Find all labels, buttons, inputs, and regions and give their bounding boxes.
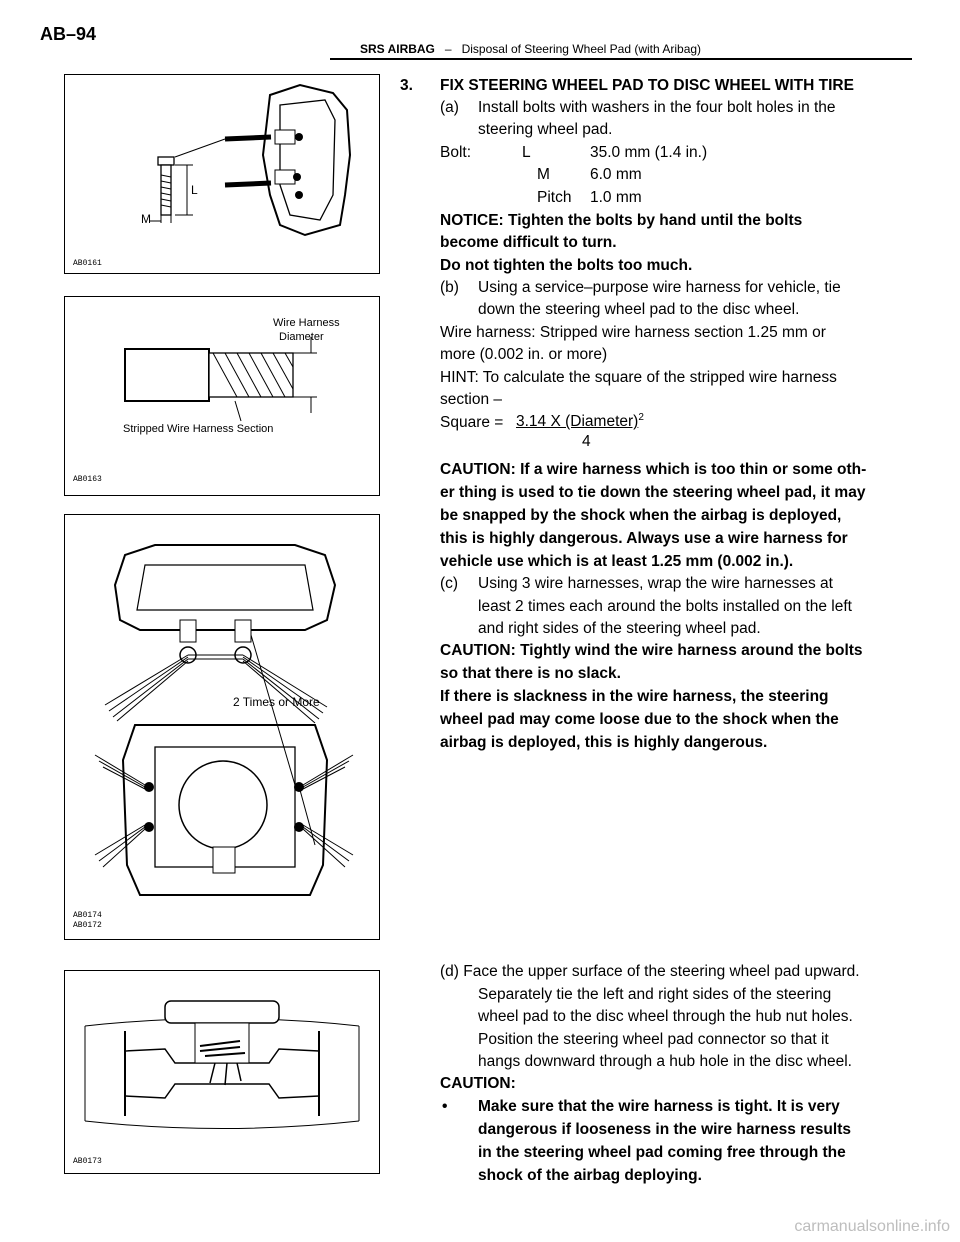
hint-line1: HINT: To calculate the square of the stripped wire harness xyxy=(440,369,837,386)
caution3-line2: dangerous if looseness in the wire harness results xyxy=(478,1121,851,1138)
caution3-bullet: • xyxy=(442,1098,448,1115)
substep-d-line3: wheel pad to the disc wheel through the hub nut holes. xyxy=(478,1008,853,1025)
bolt-spec-m-value: 6.0 mm xyxy=(590,166,642,183)
figure-wire-harness-section xyxy=(64,296,380,496)
caution3-line3: in the steering wheel pad coming free through the xyxy=(478,1144,846,1161)
step-heading: FIX STEERING WHEEL PAD TO DISC WHEEL WITH TIRE xyxy=(440,77,854,94)
bolt-spec-pitch: Pitch xyxy=(537,189,572,206)
wrap-illustration xyxy=(65,515,379,939)
figure-pad-on-wheel xyxy=(64,970,380,1174)
substep-a-line2: steering wheel pad. xyxy=(478,121,613,138)
caution2-line4: wheel pad may come loose due to the shock when the xyxy=(440,711,839,728)
figure-wrap-harness xyxy=(64,514,380,940)
label-2-times-or-more: 2 Times or More xyxy=(233,695,320,709)
figure-code: AB0161 xyxy=(73,259,102,268)
caution1-line4: this is highly dangerous. Always use a wire harness for xyxy=(440,530,848,547)
section-subtitle: Disposal of Steering Wheel Pad (with Aribag) xyxy=(461,42,702,56)
caution3-line4: shock of the airbag deploying. xyxy=(478,1167,702,1184)
formula-denominator: 4 xyxy=(582,433,591,450)
label-stripped-section: Stripped Wire Harness Section xyxy=(123,423,274,435)
label-wire-harness: Wire Harness xyxy=(273,317,340,329)
header-separator: – xyxy=(444,42,452,56)
caution2-line3: If there is slackness in the wire harness, the steering xyxy=(440,688,829,705)
caution1-line3: be snapped by the shock when the airbag is deployed, xyxy=(440,507,842,524)
figure-bolt-dimensions xyxy=(64,74,380,274)
substep-c-marker: (c) xyxy=(440,575,459,592)
wheel-illustration xyxy=(65,971,379,1173)
substep-b-marker: (b) xyxy=(440,279,459,296)
label-m: M xyxy=(141,212,151,226)
substep-b-line2: down the steering wheel pad to the disc wheel. xyxy=(478,301,800,318)
formula-exponent: 2 xyxy=(638,412,644,423)
caution3-label: CAUTION: xyxy=(440,1075,516,1092)
caution1-line1: CAUTION: If a wire harness which is too thin or some oth- xyxy=(440,461,867,478)
caution1-line2: er thing is used to tie down the steering wheel pad, it may xyxy=(440,484,866,501)
substep-d-line1: (d) Face the upper surface of the steering wheel pad upward. xyxy=(440,963,860,980)
bolt-illustration xyxy=(65,75,379,273)
substep-a-line1: Install bolts with washers in the four bolt holes in the xyxy=(478,99,836,116)
figure-code: AB0173 xyxy=(73,1157,102,1166)
hint-line2: section – xyxy=(440,391,503,408)
harness-spec-line2: more (0.002 in. or more) xyxy=(440,346,608,363)
substep-d-line5: hangs downward through a hub hole in the disc wheel. xyxy=(478,1053,852,1070)
running-header xyxy=(360,42,701,56)
bolt-spec-pitch-value: 1.0 mm xyxy=(590,189,642,206)
formula-numerator-text: 3.14 X (Diameter) xyxy=(516,413,639,431)
header-rule xyxy=(330,58,912,60)
figure-code: AB0163 xyxy=(73,475,102,484)
caution2-line2: so that there is no slack. xyxy=(440,665,621,682)
section-title: SRS AIRBAG xyxy=(360,42,435,56)
notice-line1: NOTICE: Tighten the bolts by hand until the bolts xyxy=(440,212,803,229)
notice-line2: become difficult to turn. xyxy=(440,234,617,251)
substep-c-line1: Using 3 wire harnesses, wrap the wire harnesses at xyxy=(478,575,833,592)
caution1-line5: vehicle use which is at least 1.25 mm (0.002 in.). xyxy=(440,553,794,570)
bolt-spec-l-value: 35.0 mm (1.4 in.) xyxy=(590,144,708,161)
caution2-line5: airbag is deployed, this is highly dangerous. xyxy=(440,734,768,751)
figure-code-1: AB0174 xyxy=(73,911,102,920)
notice-line3: Do not tighten the bolts too much. xyxy=(440,257,693,274)
substep-a-marker: (a) xyxy=(440,99,459,116)
step-number: 3. xyxy=(400,77,413,94)
caution3-line1: Make sure that the wire harness is tight. It is very xyxy=(478,1098,840,1115)
harness-spec-line1: Wire harness: Stripped wire harness section 1.25 mm or xyxy=(440,324,826,341)
substep-d-line2: Separately tie the left and right sides of the steering xyxy=(478,986,832,1003)
substep-c-line2: least 2 times each around the bolts installed on the left xyxy=(478,598,852,615)
substep-c-line3: and right sides of the steering wheel pad. xyxy=(478,620,761,637)
label-diameter: Diameter xyxy=(279,331,324,343)
formula-prefix: Square = xyxy=(440,414,504,431)
substep-d-line4: Position the steering wheel pad connector so that it xyxy=(478,1031,829,1048)
bolt-spec-l: L xyxy=(522,144,531,161)
figure-code-2: AB0172 xyxy=(73,921,102,930)
page-number: AB–94 xyxy=(40,24,97,44)
formula-numerator xyxy=(516,408,644,432)
watermark: carmanualsonline.info xyxy=(794,1218,950,1235)
bolt-spec-m: M xyxy=(537,166,550,183)
bolt-spec-label: Bolt: xyxy=(440,144,472,161)
label-l: L xyxy=(191,183,198,197)
substep-b-line1: Using a service–purpose wire harness for vehicle, tie xyxy=(478,279,841,296)
caution2-line1: CAUTION: Tightly wind the wire harness around the bolts xyxy=(440,642,863,659)
